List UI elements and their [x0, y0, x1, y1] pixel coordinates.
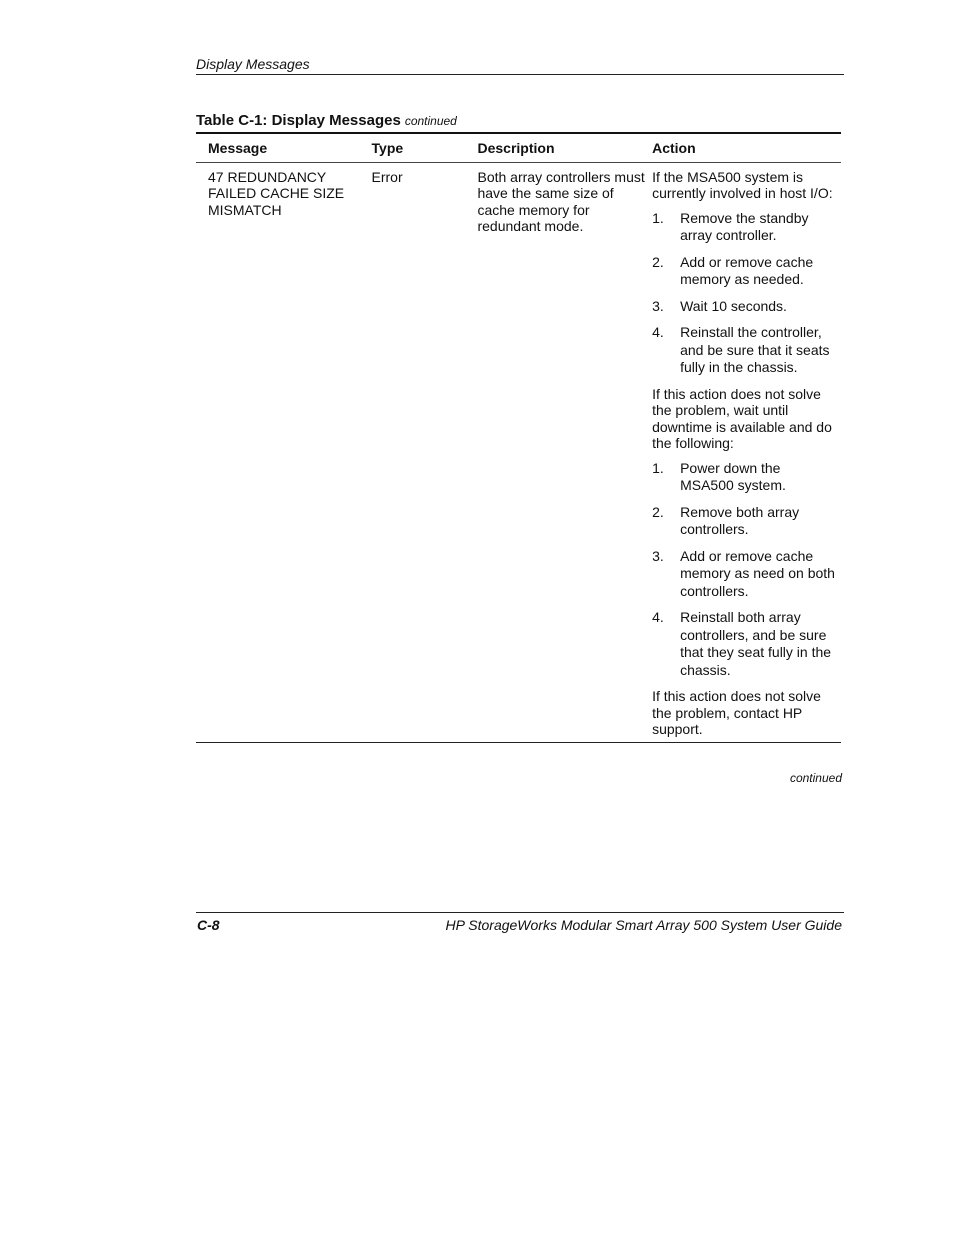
- list-item: [652, 548, 835, 601]
- list-item: [652, 609, 835, 679]
- step-text: Add or remove cache memory as need on both controllers.: [680, 547, 835, 599]
- guide-title: HP StorageWorks Modular Smart Array 500 System User Guide: [445, 917, 842, 933]
- cell-action: [652, 162, 841, 742]
- table-continued-note: continued: [789, 771, 842, 785]
- list-item: [652, 504, 835, 539]
- list-item: [652, 460, 835, 495]
- step-number: 2.: [652, 253, 664, 270]
- list-item: [652, 298, 835, 316]
- running-header-title: Display Messages: [196, 56, 310, 72]
- cell-message: 47 REDUNDANCY FAILED CACHE SIZE MISMATCH: [196, 162, 372, 742]
- column-header-description: Description: [477, 133, 652, 162]
- action-steps-downtime: [652, 460, 835, 680]
- table-header-row: [196, 133, 841, 162]
- table-caption: [196, 111, 457, 131]
- display-messages-table: [196, 132, 841, 743]
- action-closing: If this action does not solve the problem, contact HP support.: [652, 688, 821, 737]
- step-text: Remove the standby array controller.: [680, 209, 809, 243]
- step-text: Add or remove cache memory as needed.: [680, 253, 814, 287]
- page-footer: [196, 912, 844, 933]
- step-text: Reinstall the controller, and be sure that it seats fully in the chassis.: [680, 324, 830, 375]
- action-steps-online: [652, 210, 835, 377]
- list-item: [652, 324, 835, 377]
- cell-type: Error: [372, 162, 478, 742]
- table-row: [196, 162, 841, 742]
- column-header-action: Action: [652, 133, 841, 162]
- table-caption-label: Table C-1: Display Messages: [196, 112, 401, 129]
- column-header-message: Message: [196, 133, 372, 162]
- step-number: 4.: [652, 609, 664, 625]
- step-text: Wait 10 seconds.: [680, 297, 787, 314]
- list-item: [652, 210, 835, 245]
- cell-description: Both array controllers must have the same size of cache memory for redundant mode.: [477, 162, 652, 742]
- step-number: 3.: [652, 547, 664, 564]
- column-header-type: Type: [372, 133, 478, 162]
- step-text: Power down the MSA500 system.: [680, 459, 786, 493]
- step-number: 1.: [652, 209, 664, 226]
- step-number: 1.: [652, 459, 664, 476]
- step-text: Reinstall both array controllers, and be sure that they seat fully in the chassis.: [680, 609, 832, 678]
- step-number: 4.: [652, 324, 664, 340]
- step-number: 3.: [652, 297, 664, 314]
- table-caption-continued: continued: [404, 114, 457, 128]
- list-item: [652, 254, 835, 289]
- step-number: 2.: [652, 503, 664, 520]
- page-number: C-8: [197, 917, 220, 933]
- running-header: [196, 55, 844, 75]
- action-intro: If the MSA500 system is currently involved in host I/O:: [652, 168, 833, 201]
- action-middle: If this action does not solve the problem, wait until downtime is available and do the following:: [652, 385, 832, 451]
- step-text: Remove both array controllers.: [680, 503, 800, 537]
